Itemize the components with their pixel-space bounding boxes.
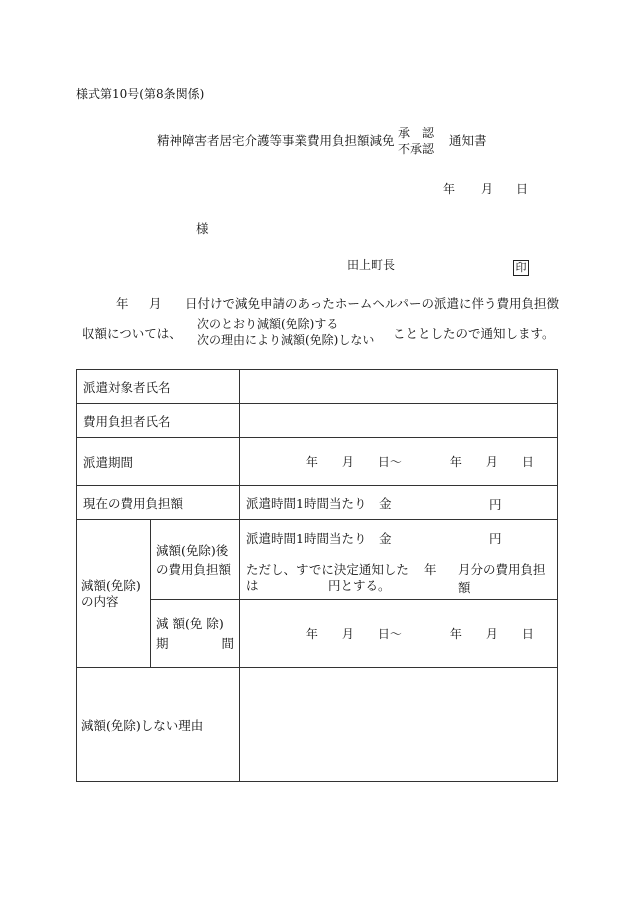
body-year: 年 <box>116 296 129 311</box>
table-row-current-charge <box>77 486 558 520</box>
reduced-charge-note-b: 月分の費用負担額 <box>458 562 546 595</box>
current-charge-text: 派遣時間1時間当たり 金 <box>246 495 392 511</box>
body-choice-not-reduce: 次の理由により減額(免除)しない <box>197 333 375 347</box>
seal-text: 印 <box>513 260 529 276</box>
table-row-reduced-charge <box>77 520 558 600</box>
label-dispatch-period: 派遣期間 <box>77 438 240 486</box>
issuer-name: 田上町長 <box>347 258 396 272</box>
label-reduction-content <box>77 520 151 668</box>
value-reduction-period[interactable] <box>240 600 558 668</box>
label-no-reduction-reason: 減額(免除)しない理由 <box>77 668 240 782</box>
body-line2-prefix: 収額については、 <box>82 326 182 341</box>
date-day: 日 <box>516 182 529 196</box>
reduction-period-label-kan: 間 <box>221 635 235 651</box>
value-no-reduction-reason[interactable] <box>240 668 558 782</box>
title-option-disapprove: 不承認 <box>398 142 435 156</box>
body-choice-reduce: 次のとおり減額(免除)する <box>197 317 339 331</box>
reduction-detail-table <box>76 369 558 782</box>
title-option-approve: 承 認 <box>398 126 435 140</box>
label-current-charge: 現在の費用負担額 <box>77 486 240 520</box>
document-title: 精神障害者居宅介護等事業費用負担額減免 <box>157 133 395 148</box>
value-reduced-charge[interactable] <box>240 520 558 600</box>
reduced-charge-note2-b: 円とする。 <box>328 578 391 593</box>
reduction-content-line1: 減額(免除) <box>81 577 141 593</box>
reduction-period-label-line1: 減 額(免 除) <box>156 615 224 631</box>
reduction-period-label-line2 <box>156 634 239 654</box>
reduced-charge-note2-a: は <box>246 578 259 593</box>
current-charge-yen: 円 <box>489 497 502 512</box>
value-dispatch-target[interactable] <box>240 370 558 404</box>
reduced-charge-note-a: ただし、すでに決定通知した <box>246 562 409 577</box>
date-year: 年 <box>443 182 456 196</box>
body-line2-suffix: こととしたので通知します。 <box>393 326 555 341</box>
table-row-dispatch-period <box>77 438 558 486</box>
table-row-dispatch-target <box>77 370 558 404</box>
seal-mark <box>513 256 529 276</box>
table-row-no-reduction-reason <box>77 668 558 782</box>
reduced-charge-label-line2: の費用負担額 <box>156 561 232 577</box>
label-dispatch-target: 派遣対象者氏名 <box>77 370 240 404</box>
label-payer: 費用負担者氏名 <box>77 404 240 438</box>
label-reduction-period <box>151 600 240 668</box>
label-reduced-charge <box>151 520 240 600</box>
table-row-payer <box>77 404 558 438</box>
form-number: 様式第10号(第8条関係) <box>76 87 205 101</box>
addressee-suffix: 様 <box>196 221 209 236</box>
body-line1: 日付けで減免申請のあったホームヘルパーの派遣に伴う費用負担徴 <box>185 296 560 311</box>
value-current-charge[interactable] <box>240 486 558 520</box>
reduction-period-label-ki: 期 <box>156 635 169 651</box>
dispatch-period-dates: 年 月 日～ 年 月 日 <box>305 455 534 469</box>
title-suffix: 通知書 <box>449 133 487 148</box>
date-month: 月 <box>481 182 494 196</box>
reduction-content-line2: の内容 <box>81 593 119 609</box>
reduced-charge-text: 派遣時間1時間当たり 金 <box>246 531 392 546</box>
reduced-charge-yen: 円 <box>489 531 502 546</box>
value-payer[interactable] <box>240 404 558 438</box>
reduced-charge-label-line1: 減額(免除)後 <box>156 542 229 558</box>
value-dispatch-period[interactable] <box>240 438 558 486</box>
reduction-period-dates: 年 月 日～ 年 月 日 <box>305 627 534 641</box>
body-month: 月 <box>149 296 162 311</box>
reduced-charge-note-year: 年 <box>424 562 437 577</box>
